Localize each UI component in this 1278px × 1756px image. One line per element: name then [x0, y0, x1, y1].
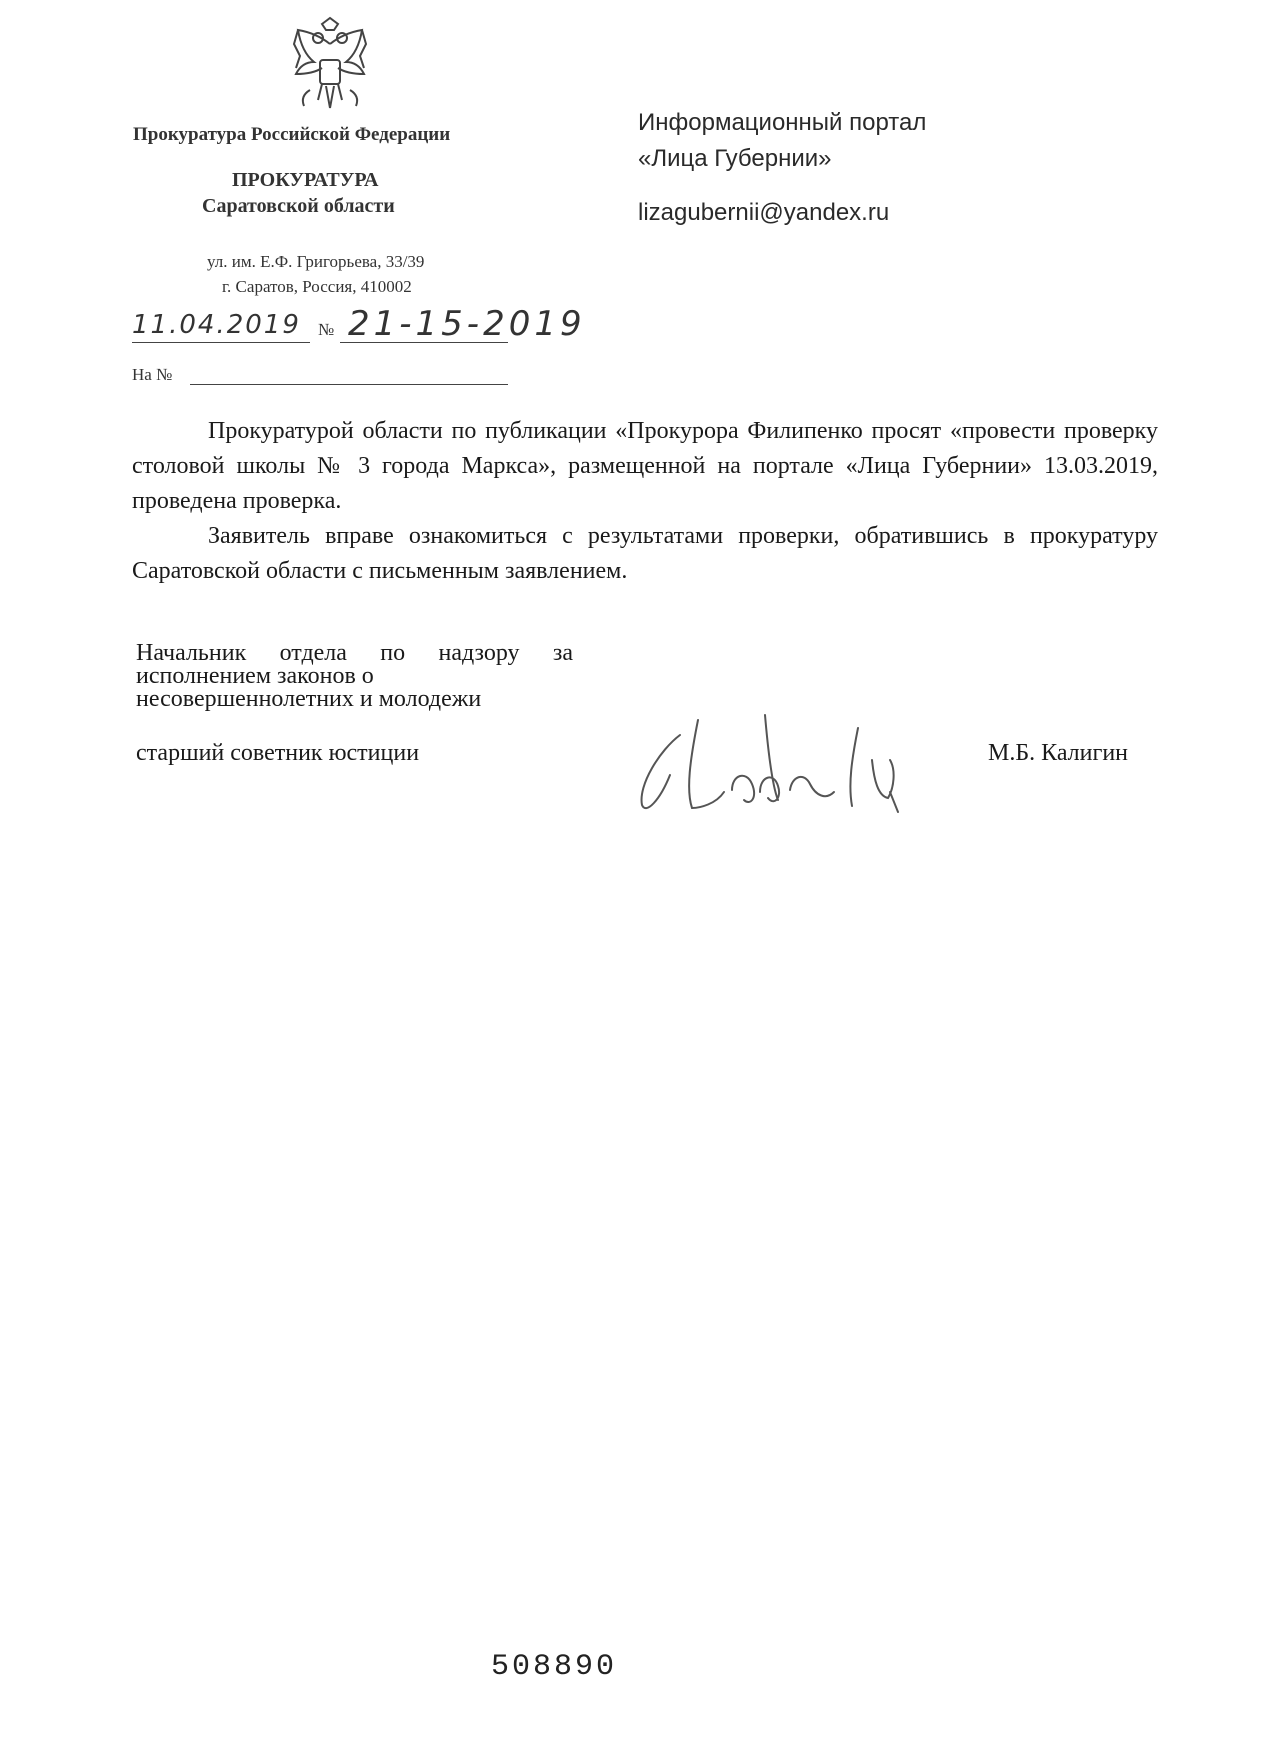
handwritten-number: 21-15-2019 [348, 304, 586, 344]
reply-label: На № [132, 365, 173, 384]
address-line-2: г. Саратов, Россия, 410002 [222, 277, 412, 296]
recipient-block [638, 105, 926, 231]
number-underline [340, 342, 508, 343]
handwritten-signature [620, 680, 940, 830]
body-paragraph-2: Заявитель вправе ознакомиться с результатами проверки, обратившись в прокуратуру Саратовской области с письменным заявлением. [132, 523, 1158, 584]
org-federal: Прокуратура Российской Федерации [133, 124, 451, 145]
signer-position-line-1: Начальник отдела по надзору за [136, 640, 573, 666]
recipient-email: lizagubernii@yandex.ru [638, 199, 890, 226]
signer-position [136, 642, 573, 711]
reply-underline [190, 384, 508, 385]
date-underline [132, 342, 310, 343]
signer-rank: старший советник юстиции [136, 740, 420, 766]
recipient-line-2: «Лица Губернии» [638, 145, 832, 172]
body-paragraph-1: Прокуратурой области по публикации «Прокурора Филипенко просят «провести проверку столовой школы № 3 города Маркса», размещенной на портале «Лица Губернии» 13.03.2019, проведена проверка. [132, 418, 1158, 514]
number-sign: № [318, 320, 335, 339]
recipient-line-1: Информационный портал [638, 109, 927, 136]
signer-position-line-2: исполнением законов о [136, 663, 374, 689]
handwritten-date: 11.04.2019 [132, 310, 301, 340]
signer-name: М.Б. Калигин [988, 740, 1129, 766]
double-headed-eagle-emblem-icon [270, 16, 390, 116]
org-region: Саратовской области [202, 195, 395, 217]
signer-position-line-3: несовершеннолетних и молодежи [136, 686, 482, 712]
address-line-1: ул. им. Е.Ф. Григорьева, 33/39 [207, 252, 425, 271]
org-title: ПРОКУРАТУРА [232, 169, 379, 191]
document-number: 508890 [491, 1650, 618, 1684]
